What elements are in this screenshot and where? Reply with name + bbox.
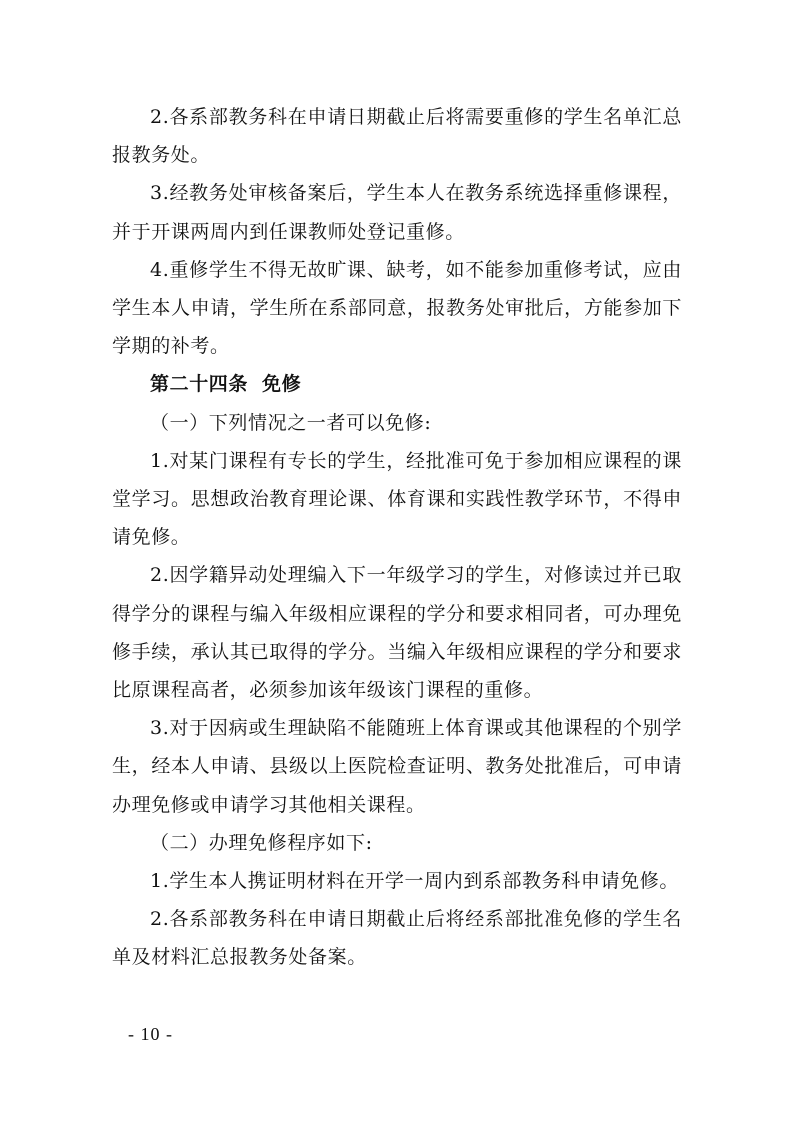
paragraph-procedure-4: 4.重修学生不得无故旷课、缺考，如不能参加重修考试，应由学生本人申请，学生所在系部同意，报教务处审批后，方能参加下学期的补考。: [112, 258, 682, 358]
section1-item-2: 2.因学籍异动处理编入下一年级学习的学生，对修读过并已取得学分的课程与编入年级相应课程的学分和要求相同者，可办理免修手续，承认其已取得的学分。当编入年级相应课程的学分和要求比原课程高者，必须参加该年级该门课程的重修。: [112, 564, 682, 702]
paragraph-procedure-3: 3.经教务处审核备案后，学生本人在教务系统选择重修课程，并于开课两周内到任课教师处登记重修。: [112, 182, 682, 243]
paragraph-procedure-2: 2.各系部教务科在申请日期截止后将需要重修的学生名单汇总报教务处。: [112, 106, 682, 167]
article-title: 免修: [262, 373, 302, 396]
document-body: [112, 98, 682, 977]
section2-item-1: 1.学生本人携证明材料在开学一周内到系部教务科申请免修。: [150, 870, 679, 893]
article-heading: [112, 365, 682, 403]
page-number: - 10 -: [128, 1024, 173, 1044]
section1-heading: （一）下列情况之一者可以免修:: [150, 411, 432, 434]
section2-item-2: 2.各系部教务科在申请日期截止后将经系部批准免修的学生名单及材料汇总报教务处备案。: [112, 908, 682, 969]
section2-heading: （二）办理免修程序如下:: [150, 831, 373, 854]
section1-item-3: 3.对于因病或生理缺陷不能随班上体育课或其他课程的个别学生，经本人申请、县级以上医院检查证明、教务处批准后，可申请办理免修或申请学习其他相关课程。: [112, 717, 682, 816]
article-number: 第二十四条: [150, 373, 249, 396]
section1-item-1: 1.对某门课程有专长的学生，经批准可免于参加相应课程的课堂学习。思想政治教育理论课、体育课和实践性教学环节，不得申请免修。: [112, 449, 682, 549]
